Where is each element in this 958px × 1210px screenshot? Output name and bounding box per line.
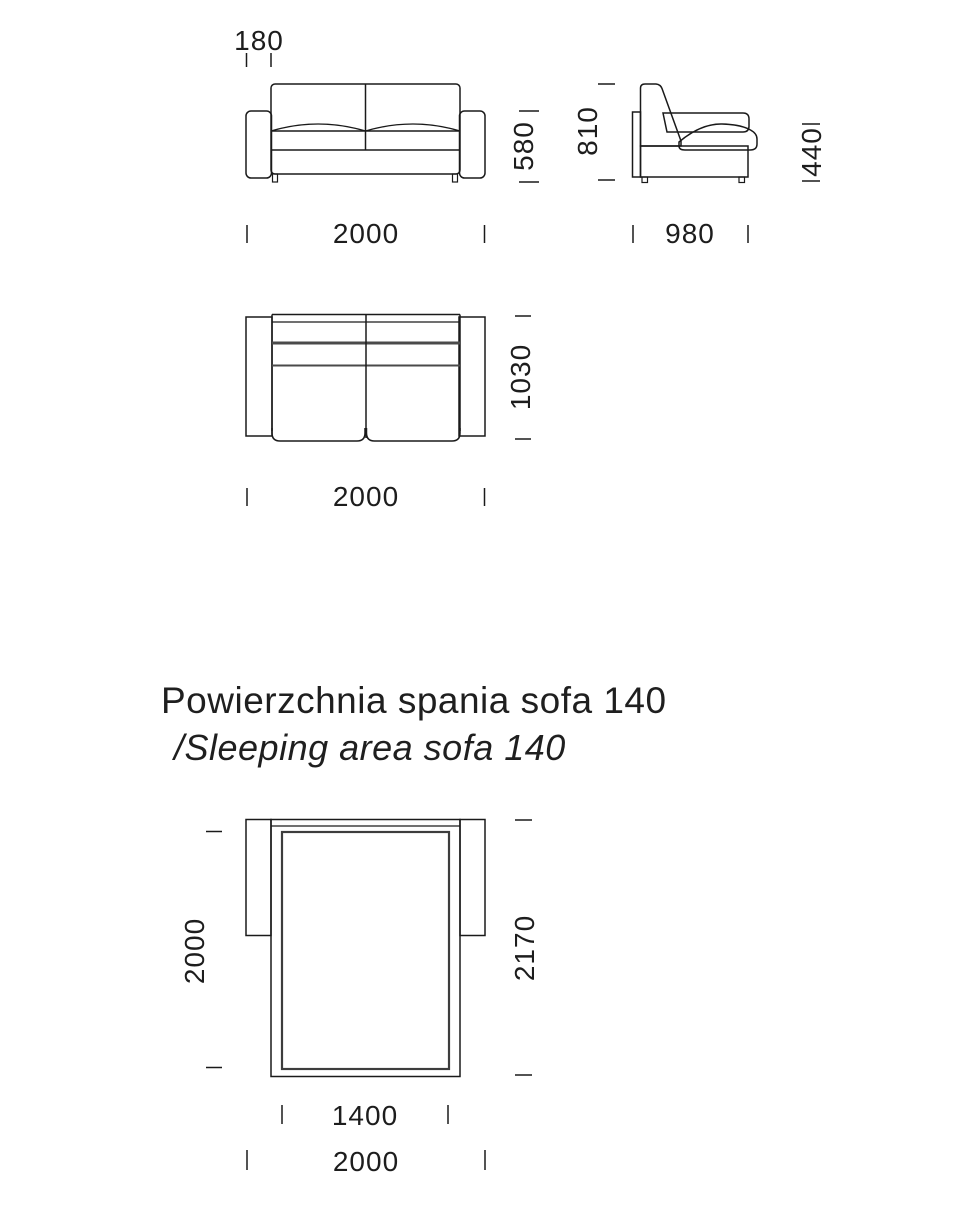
top-depth-label: 1030 [505,343,536,411]
front-arm-height-label: 580 [508,121,539,171]
side-seat-height-label: 440 [796,127,827,177]
side-height-label: 810 [572,106,603,156]
front-arm-width-label: 180 [234,25,284,56]
title-english: /Sleeping area sofa 140 [174,727,566,768]
sleeping-mattress-width-label: 1400 [331,1100,399,1131]
sleeping-total-width-label: 2000 [332,1146,400,1177]
title-polish: Powierzchnia spania sofa 140 [161,680,667,721]
top-view-drawing [246,315,531,507]
front-width-label: 2000 [332,218,400,249]
sleeping-length-label: 2000 [179,917,210,985]
front-view-drawing [246,53,539,243]
top-width-label: 2000 [332,481,400,512]
side-depth-label: 980 [665,218,715,249]
sleeping-total-depth-label: 2170 [509,914,540,982]
